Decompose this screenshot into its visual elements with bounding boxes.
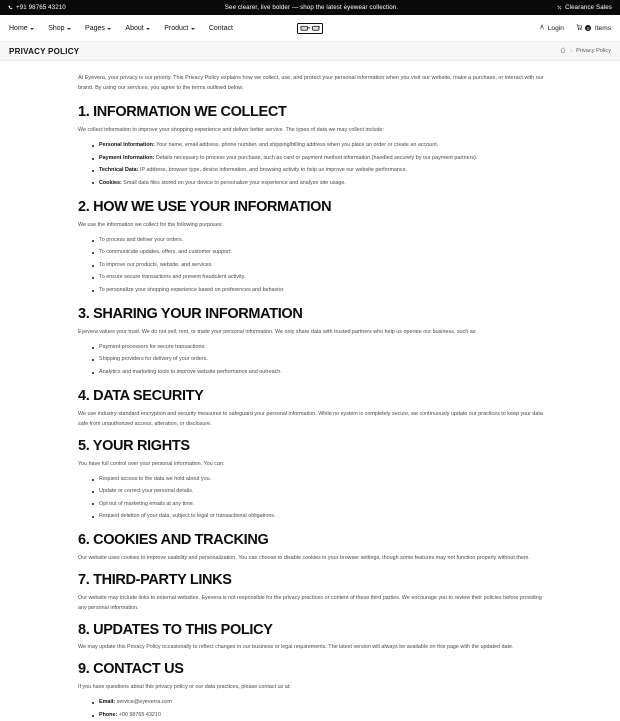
section-body: We collect information to improve your shopping experience and deliver better service. The types of data we may collect include: — [78, 127, 385, 134]
section-body: Eyevera values your trust. We do not sell, rent, or trade your personal information. We only share data with trusted partners who help us operate our business, such as: — [78, 328, 477, 335]
policy-intro: At Eyevera, your privacy is our priority. This Privacy Policy explains how we collect, use, and protect your personal information when you visit our website, make a purchase, or interact with our brand. By using our services, you agree to the terms outlined below. — [78, 75, 544, 92]
bullet-label: Cookies: — [99, 179, 122, 186]
policy-section — [78, 104, 548, 189]
bullet-item — [92, 176, 548, 188]
bullet-item — [92, 234, 548, 246]
bullet-label: Personal Information: — [99, 142, 155, 149]
bullet-text: To process and deliver your orders. — [99, 236, 184, 243]
announcement-phone-text: +91 98765 43210 — [16, 4, 66, 11]
bullet-text: Payment processors for secure transactions. — [99, 343, 206, 350]
policy-section — [78, 388, 548, 429]
bullet-item — [92, 259, 548, 271]
section-heading: 7. THIRD-PARTY LINKS — [78, 572, 232, 589]
user-icon — [539, 24, 545, 32]
section-bullet-list — [78, 696, 548, 721]
section-body: We use the information we collect for the following purposes: — [78, 221, 223, 228]
cart-icon — [576, 24, 583, 33]
policy-section — [78, 306, 548, 378]
section-body: Our website may include links to external websites. Eyevera is not responsible for the privacy practices or content of these third parties. We encourage you to review their policies before providing any personal information. — [78, 594, 542, 611]
cart-label: Items — [594, 24, 611, 32]
announcement-promo-text: Clearance Sales — [565, 4, 612, 11]
page-title: PRIVACY POLICY — [9, 46, 80, 56]
bullet-item — [92, 139, 548, 151]
bullet-item — [92, 709, 548, 721]
policy-section — [78, 622, 548, 653]
chevron-down-icon — [67, 28, 71, 30]
policy-section — [78, 661, 548, 721]
bullet-text: Opt out of marketing emails at any time. — [99, 500, 195, 507]
bullet-item — [92, 164, 548, 176]
bullet-text: Analytics and marketing tools to improve website performance and outreach. — [99, 368, 282, 375]
nav-label-contact: Contact — [208, 24, 233, 32]
bullet-item — [92, 696, 548, 708]
section-body: We may update this Privacy Policy occasionally to reflect changes in our business or legal requirements. The latest version will always be available on this page with the updated date. — [78, 644, 514, 651]
section-bullet-list — [78, 139, 548, 189]
phone-icon — [8, 5, 13, 10]
bullet-text: To improve our products, website, and services. — [99, 261, 213, 268]
bullet-label: Technical Data: — [99, 167, 139, 174]
login-button[interactable] — [539, 24, 564, 32]
bullet-item — [92, 485, 548, 497]
policy-section — [78, 199, 548, 296]
policy-section — [78, 572, 548, 613]
chevron-down-icon — [107, 28, 111, 30]
bullet-text: To communicate updates, offers, and customer support. — [99, 249, 232, 256]
section-body: We use industry-standard encryption and security measures to safeguard your personal information. While no system is completely secure, we continuously update our practices to keep your data safe from unauthorized access, alteration, or disclosure. — [78, 410, 543, 427]
bullet-text: Update or correct your personal details. — [99, 488, 194, 495]
policy-section — [78, 438, 548, 523]
breadcrumb-separator: › — [570, 48, 573, 54]
section-heading: 3. SHARING YOUR INFORMATION — [78, 306, 303, 323]
bullet-text: Request deletion of your data, subject to legal or transactional obligations. — [99, 513, 276, 520]
announcement-bar — [0, 0, 620, 15]
bullet-text: To personalize your shopping experience based on preferences and behavior. — [99, 286, 285, 293]
login-label: Login — [547, 24, 564, 32]
bullet-item — [92, 341, 548, 353]
bullet-text: To ensure secure transactions and prevent fraudulent activity. — [99, 274, 246, 281]
section-heading: 9. CONTACT US — [78, 661, 184, 678]
bullet-item — [92, 497, 548, 509]
bullet-label: Phone: — [99, 711, 118, 718]
nav-label-pages: Pages — [85, 24, 105, 32]
section-body: You have full control over your personal information. You can: — [78, 460, 225, 467]
announcement-phone[interactable] — [8, 4, 66, 11]
cart-count-badge: 0 — [586, 25, 590, 31]
policy-sections — [78, 104, 548, 721]
bullet-text: service@eyeverra.com — [115, 699, 172, 706]
section-bullet-list — [78, 234, 548, 296]
section-heading: 8. UPDATES TO THIS POLICY — [78, 621, 273, 638]
nav-item-contact[interactable] — [209, 25, 233, 32]
bullet-text: Request access to the data we hold about you. — [99, 475, 212, 482]
bullet-item — [92, 271, 548, 283]
section-heading: 4. DATA SECURITY — [78, 388, 204, 405]
section-body: If you have questions about this privacy policy or our data practices, please contact us at: — [78, 684, 291, 691]
chevron-down-icon — [146, 28, 150, 30]
bullet-label: Email: — [99, 699, 116, 706]
policy-content — [0, 61, 620, 721]
nav-label-shop: Shop — [48, 24, 65, 32]
nav-label-about: About — [125, 24, 144, 32]
bullet-label: Payment Information: — [99, 154, 155, 161]
chevron-down-icon — [30, 28, 34, 30]
announcement-promo[interactable] — [557, 4, 612, 11]
nav-item-about[interactable] — [125, 25, 150, 32]
bullet-text: Shipping providers for delivery of your orders. — [99, 356, 208, 363]
bullet-item — [92, 366, 548, 378]
cart-button[interactable] — [576, 24, 611, 33]
section-heading: 5. YOUR RIGHTS — [78, 437, 190, 454]
nav-actions — [539, 24, 611, 33]
bullet-item — [92, 152, 548, 164]
chevron-down-icon — [191, 28, 195, 30]
nav-label-home: Home — [9, 24, 28, 32]
bullet-text: +00 98765 43210 — [117, 711, 161, 718]
nav-item-home[interactable] — [9, 25, 34, 32]
section-bullet-list — [78, 341, 548, 378]
nav-links — [9, 25, 233, 32]
bullet-text: Your name, email address, phone number, and shipping/billing address when you place an order or create an account. — [154, 142, 439, 149]
section-bullet-list — [78, 473, 548, 523]
nav-item-shop[interactable] — [48, 25, 71, 32]
bullet-item — [92, 246, 548, 258]
breadcrumb-bar — [0, 42, 620, 61]
bullet-item — [92, 473, 548, 485]
nav-item-pages[interactable] — [85, 25, 111, 32]
nav-label-product: Product — [164, 24, 189, 32]
bullet-item — [92, 353, 548, 365]
bullet-item — [92, 510, 548, 522]
site-logo[interactable] — [297, 23, 323, 34]
section-heading: 1. INFORMATION WE COLLECT — [78, 104, 287, 121]
bullet-text: Small data files stored on your device to personalize your experience and analyze site usage. — [121, 179, 346, 186]
breadcrumb-current: Privacy Policy — [576, 48, 611, 54]
bullet-item — [92, 284, 548, 296]
main-navbar — [0, 15, 620, 42]
bullet-text: IP address, browser type, device information, and browsing activity to help us improve our website performance. — [138, 167, 408, 174]
section-heading: 2. HOW WE USE YOUR INFORMATION — [78, 198, 332, 215]
eyeglasses-logo-icon — [297, 23, 323, 34]
nav-item-product[interactable] — [164, 25, 195, 32]
policy-section — [78, 532, 548, 563]
breadcrumb — [560, 47, 611, 55]
section-heading: 6. COOKIES AND TRACKING — [78, 532, 269, 549]
announcement-message: See clearer, live bolder — shop the latest eyewear collection. — [224, 4, 399, 11]
percent-icon — [557, 5, 562, 10]
bullet-text: Details necessary to process your purchase, such as card or payment method information (handled securely by our payment partners). — [154, 154, 478, 161]
section-body: Our website uses cookies to improve usability and personalization. You can choose to disable cookies in your browser settings, though some features may not function properly without them. — [78, 555, 530, 562]
home-icon[interactable] — [560, 47, 566, 55]
